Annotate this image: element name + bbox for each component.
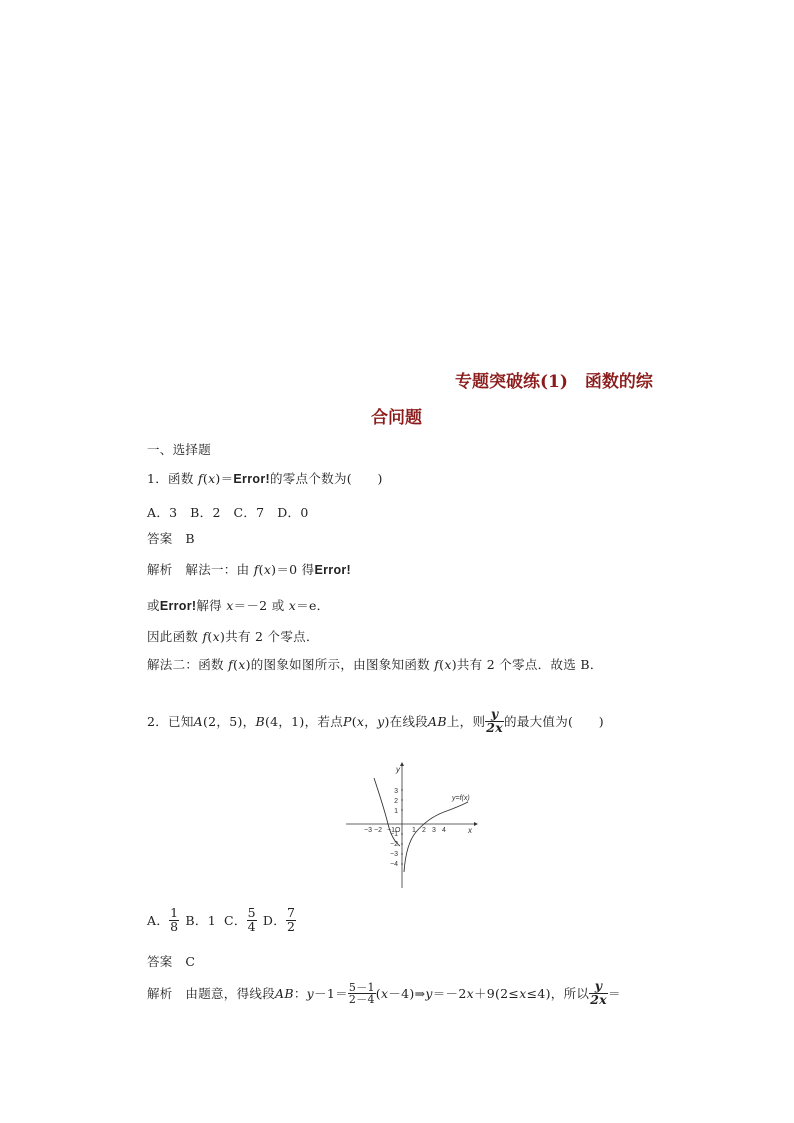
- origin-label: O: [395, 827, 401, 834]
- section-heading: 一、选择题: [147, 442, 212, 457]
- question-1-solution-method1: 解析 解法一：由 f(x)＝0 得Error!: [147, 562, 352, 577]
- x-tick-label: −2: [374, 827, 382, 834]
- fraction-y-over-2x: $\frac{y}{2x}$: [486, 706, 504, 735]
- option-d-fraction: $\frac{7}{2}$: [287, 905, 296, 934]
- y-tick-label: 2: [394, 798, 398, 805]
- y-axis-label: y: [396, 765, 400, 774]
- curve-label: y=f(x): [452, 795, 470, 802]
- x-tick-label: −1: [387, 827, 395, 834]
- question-1-solution-conclusion: 因此函数 f(x)共有 2 个零点．: [147, 629, 319, 644]
- page-title-line1: 专题突破练(1) 函数的综: [455, 372, 653, 392]
- question-1-stem: 1．函数 f(x)＝Error!的零点个数为( ): [147, 471, 383, 486]
- y-tick-label: −1: [390, 831, 398, 838]
- question-1-answer: 答案 B: [147, 531, 195, 546]
- curve-right-branch: [404, 802, 468, 872]
- function-graph: [340, 760, 480, 892]
- y-tick-label: 3: [394, 788, 398, 795]
- fraction-y-over-2x-solution: $\frac{y}{2x}$: [590, 978, 607, 1007]
- x-tick-label: −3: [364, 827, 372, 834]
- question-1-options: A．3 B．2 C．7 D．0: [147, 505, 309, 520]
- x-axis-label: x: [468, 826, 472, 835]
- question-2-options: A． $\frac{1}{8}$ B．1 C． $\frac{5}{4}$ D． $\frac{7}{2}$: [147, 905, 296, 934]
- x-tick-label: 1: [412, 827, 416, 834]
- x-tick-label: 2: [422, 827, 426, 834]
- question-1-solution-method2: 解法二：函数 f(x)的图象如图所示，由图象知函数 f(x)共有 2 个零点．故选 B．: [147, 657, 603, 672]
- x-tick-label: 4: [442, 827, 446, 834]
- x-tick-label: 3: [432, 827, 436, 834]
- y-tick-label: −4: [390, 861, 398, 868]
- y-tick-label: 1: [394, 808, 398, 815]
- question-2-stem: 2．已知 A (2，5)， B (4，1)，若点 P ( x ， y )在线段 AB 上，则 $\frac{y}{2x}$ 的最大值为( ): [147, 706, 604, 735]
- y-tick-label: −3: [390, 851, 398, 858]
- y-tick-label: −2: [390, 841, 398, 848]
- question-1-solution-roots: 或Error!解得 x＝－2 或 x＝e．: [147, 598, 330, 613]
- question-2-answer: 答案 C: [147, 954, 196, 969]
- page-title-line2: 合问题: [371, 408, 422, 428]
- question-2-solution: 解析 由题意，得线段 AB ： y －1＝ $\frac{5-1}{2-4}$ ( x －4)⇒ y ＝－2 x ＋9(2≤ x ≤4)，所以 $\frac{y}{2x}$ ＝: [147, 978, 621, 1007]
- y-axis-arrow: [400, 762, 404, 766]
- option-a-fraction: $\frac{1}{8}$: [170, 905, 179, 934]
- x-axis-arrow: [474, 822, 478, 826]
- slope-fraction: $\frac{5-1}{2-4}$: [348, 980, 375, 1006]
- option-c-fraction: $\frac{5}{4}$: [247, 905, 256, 934]
